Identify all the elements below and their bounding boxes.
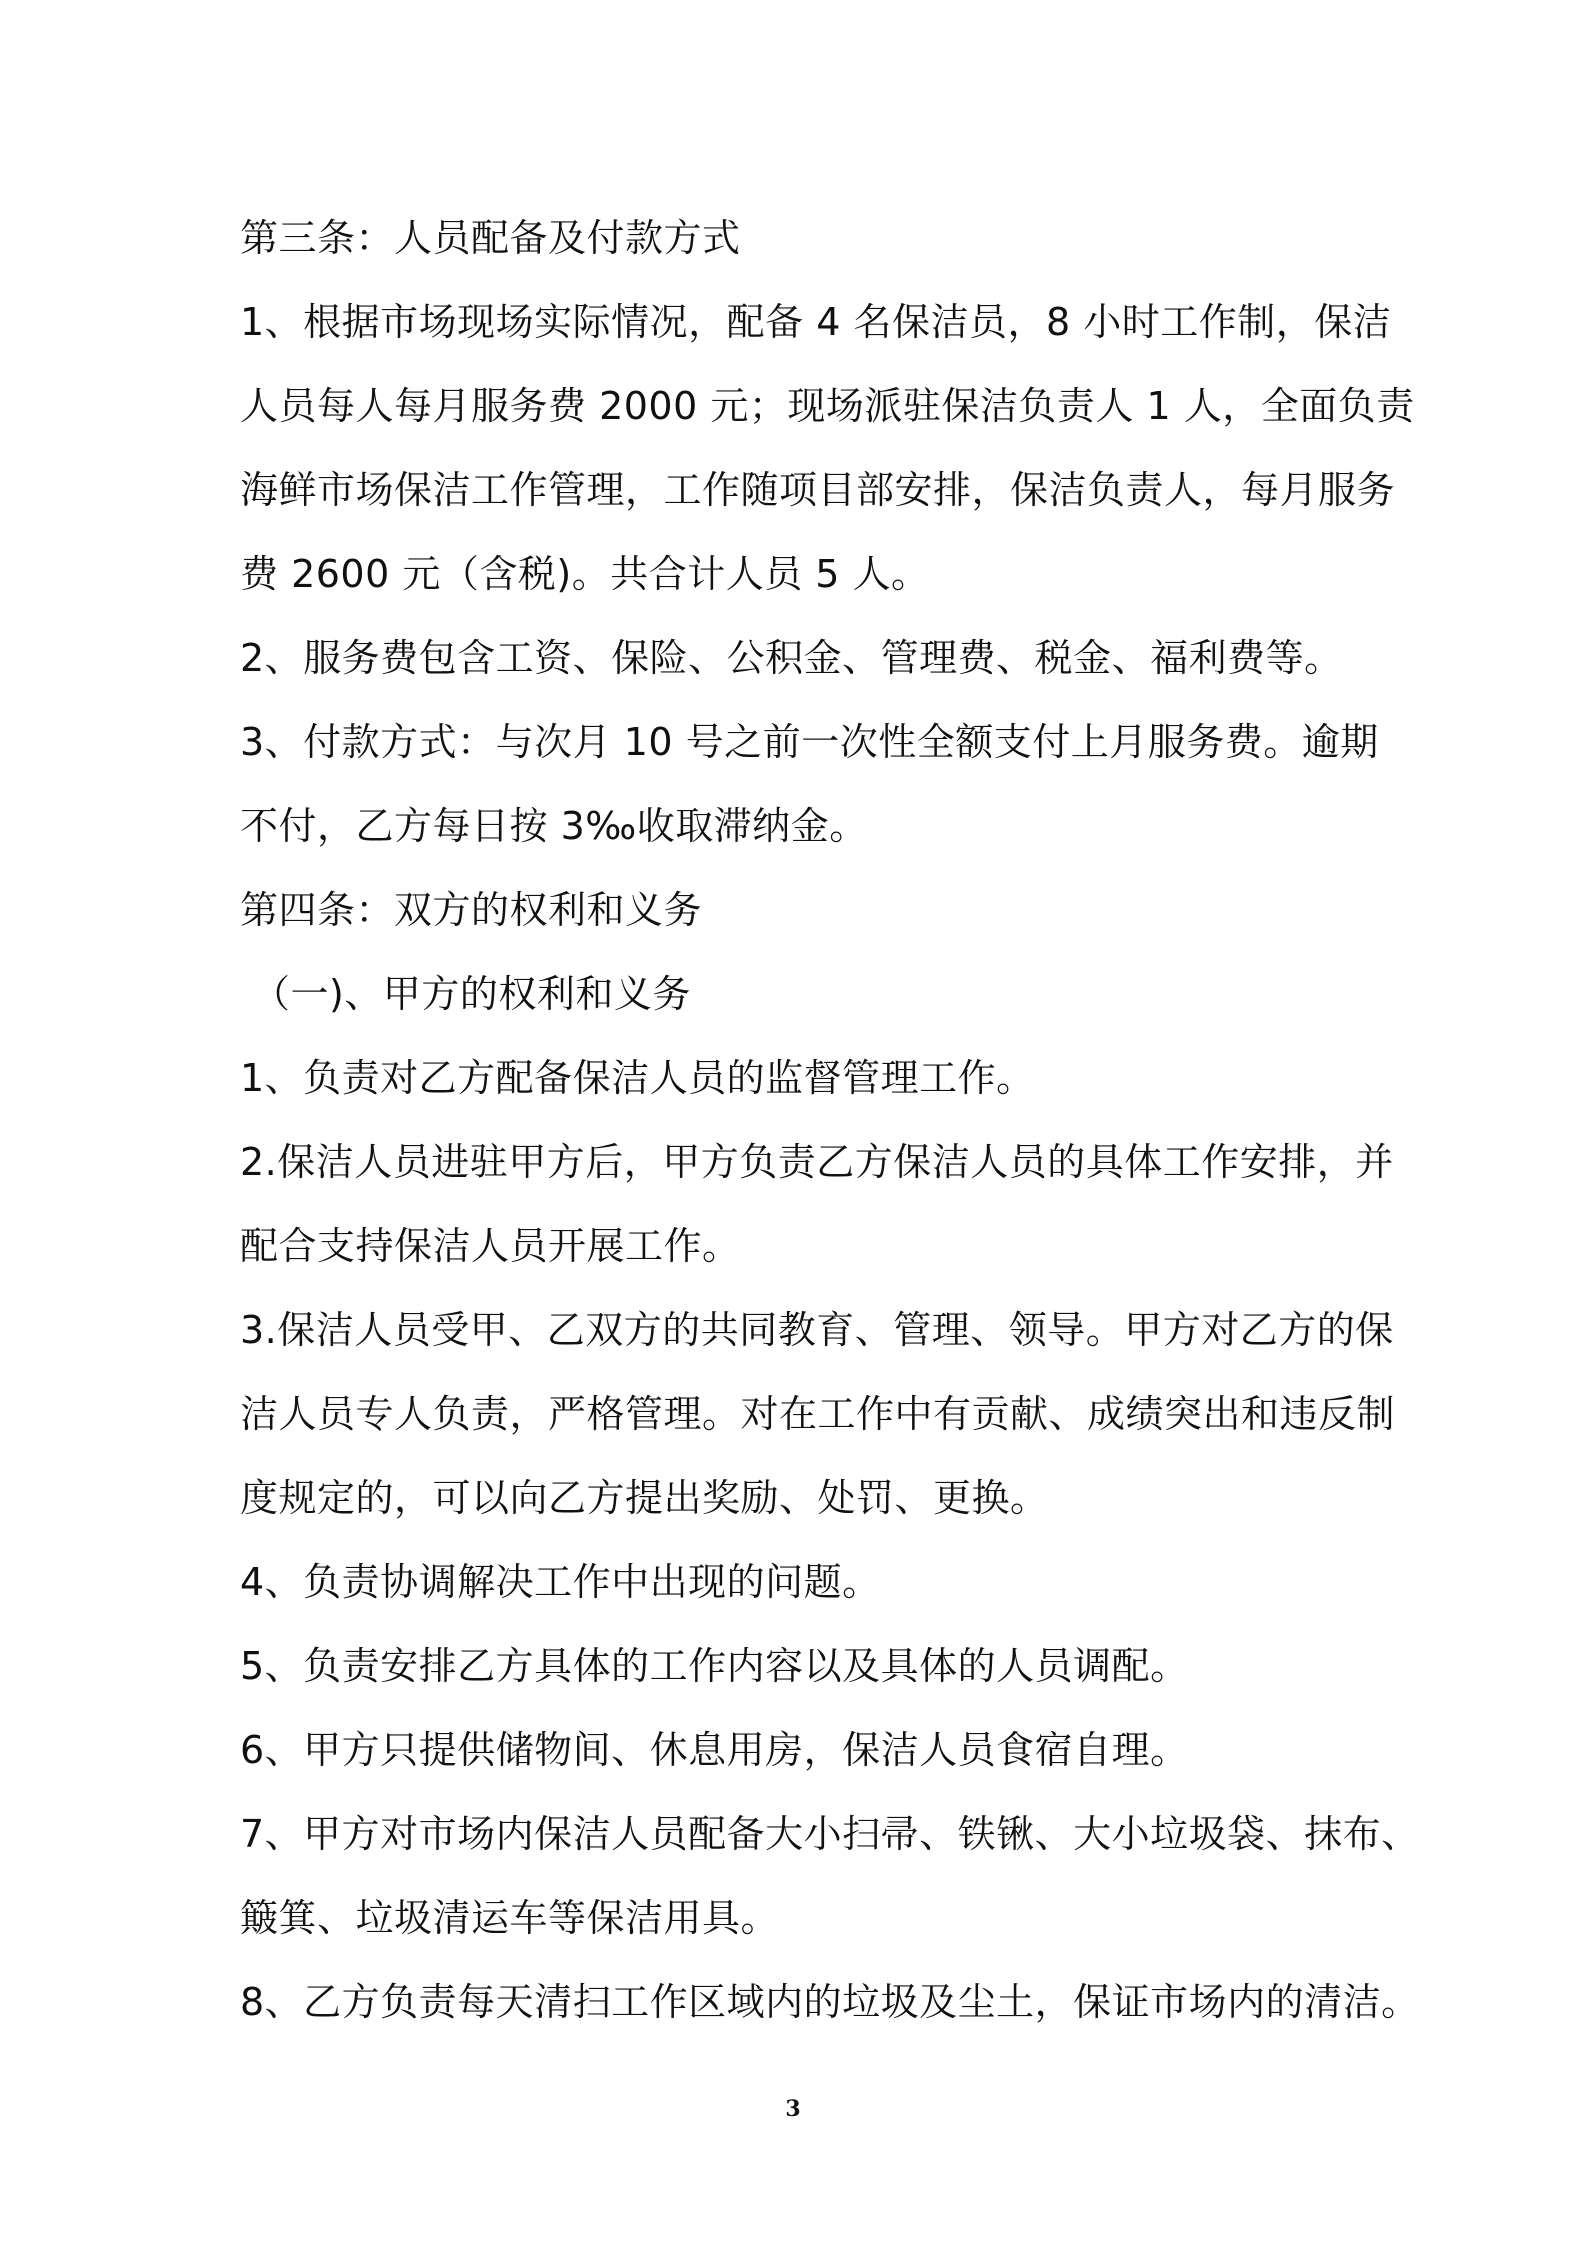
subsection-heading-party-a: （一)、甲方的权利和义务 bbox=[252, 972, 691, 1016]
paragraph-line: 3.保洁人员受甲、乙双方的共同教育、管理、领导。甲方对乙方的保 bbox=[240, 1308, 1394, 1352]
paragraph-line: 3、付款方式：与次月 10 号之前一次性全额支付上月服务费。逾期 bbox=[240, 720, 1379, 764]
paragraph-line: 簸箕、垃圾清运车等保洁用具。 bbox=[240, 1896, 780, 1940]
paragraph-line: 海鲜市场保洁工作管理，工作随项目部安排，保洁负责人，每月服务 bbox=[240, 468, 1396, 512]
paragraph-line: 7、甲方对市场内保洁人员配备大小扫帚、铁锹、大小垃圾袋、抹布、 bbox=[240, 1812, 1420, 1856]
paragraph-line: 6、甲方只提供储物间、休息用房，保洁人员食宿自理。 bbox=[240, 1728, 1189, 1772]
paragraph-line: 5、负责安排乙方具体的工作内容以及具体的人员调配。 bbox=[240, 1644, 1189, 1688]
paragraph-line: 2.保洁人员进驻甲方后，甲方负责乙方保洁人员的具体工作安排，并 bbox=[240, 1140, 1394, 1184]
section-heading-article-4: 第四条：双方的权利和义务 bbox=[240, 888, 703, 932]
paragraph-line: 1、负责对乙方配备保洁人员的监督管理工作。 bbox=[240, 1056, 1035, 1100]
document-body bbox=[240, 196, 1420, 2044]
paragraph-line: 度规定的，可以向乙方提出奖励、处罚、更换。 bbox=[240, 1476, 1049, 1520]
paragraph-line: 洁人员专人负责，严格管理。对在工作中有贡献、成绩突出和违反制 bbox=[240, 1392, 1396, 1436]
paragraph-line: 2、服务费包含工资、保险、公积金、管理费、税金、福利费等。 bbox=[240, 636, 1343, 680]
paragraph-line: 费 2600 元（含税)。共合计人员 5 人。 bbox=[240, 552, 930, 596]
paragraph-line: 不付，乙方每日按 3‰收取滞纳金。 bbox=[240, 804, 868, 848]
paragraph-line: 1、根据市场现场实际情况，配备 4 名保洁员，8 小时工作制，保洁 bbox=[240, 300, 1392, 344]
section-heading-article-3: 第三条：人员配备及付款方式 bbox=[240, 216, 741, 260]
paragraph-line: 人员每人每月服务费 2000 元；现场派驻保洁负责人 1 人，全面负责 bbox=[240, 384, 1415, 428]
paragraph-line: 4、负责协调解决工作中出现的问题。 bbox=[240, 1560, 881, 1604]
paragraph-line: 8、乙方负责每天清扫工作区域内的垃圾及尘土，保证市场内的清洁。 bbox=[240, 1980, 1420, 2024]
paragraph-line: 配合支持保洁人员开展工作。 bbox=[240, 1224, 741, 1268]
page-number: 3 bbox=[785, 2096, 801, 2122]
